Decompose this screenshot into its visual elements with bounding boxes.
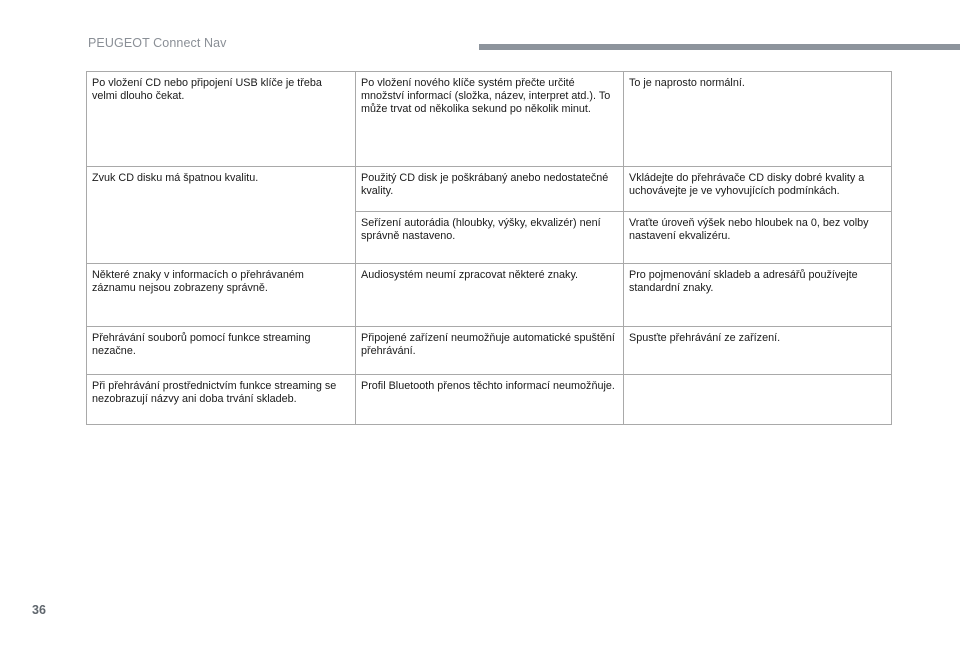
- cause-cell: Použitý CD disk je poškrábaný anebo nedostatečné kvality.: [356, 167, 624, 212]
- table-row: [87, 167, 892, 212]
- problem-cell: Přehrávání souborů pomocí funkce streaming nezačne.: [87, 327, 356, 375]
- problem-cell: Některé znaky v informacích o přehrávaném záznamu nejsou zobrazeny správně.: [87, 264, 356, 327]
- solution-cell: Spusťte přehrávání ze zařízení.: [624, 327, 892, 375]
- page-number: 36: [32, 603, 46, 617]
- solution-cell: [624, 375, 892, 425]
- cause-cell: Po vložení nového klíče systém přečte určité množství informací (složka, název, interpret atd.). To může trvat od několika sekund po několik minut.: [356, 72, 624, 167]
- header-decorative-bar: [479, 44, 960, 50]
- cause-cell: Audiosystém neumí zpracovat některé znaky.: [356, 264, 624, 327]
- solution-cell: Vraťte úroveň výšek nebo hloubek na 0, bez volby nastavení ekvalizéru.: [624, 212, 892, 264]
- table-row: [87, 375, 892, 425]
- solution-cell: To je naprosto normální.: [624, 72, 892, 167]
- table-row: [87, 264, 892, 327]
- problem-cell: Při přehrávání prostřednictvím funkce streaming se nezobrazují názvy ani doba trvání skladeb.: [87, 375, 356, 425]
- solution-cell: Vkládejte do přehrávače CD disky dobré kvality a uchovávejte je ve vyhovujících podmínkách.: [624, 167, 892, 212]
- troubleshooting-table: [86, 71, 892, 425]
- table-row: [87, 327, 892, 375]
- cause-cell: Profil Bluetooth přenos těchto informací neumožňuje.: [356, 375, 624, 425]
- document-header-title: PEUGEOT Connect Nav: [88, 36, 227, 50]
- problem-cell: Po vložení CD nebo připojení USB klíče je třeba velmi dlouho čekat.: [87, 72, 356, 167]
- cause-cell: Seřízení autorádia (hloubky, výšky, ekvalizér) není správně nastaveno.: [356, 212, 624, 264]
- problem-cell: Zvuk CD disku má špatnou kvalitu.: [87, 167, 356, 264]
- table-row: [87, 72, 892, 167]
- cause-cell: Připojené zařízení neumožňuje automatické spuštění přehrávání.: [356, 327, 624, 375]
- solution-cell: Pro pojmenování skladeb a adresářů používejte standardní znaky.: [624, 264, 892, 327]
